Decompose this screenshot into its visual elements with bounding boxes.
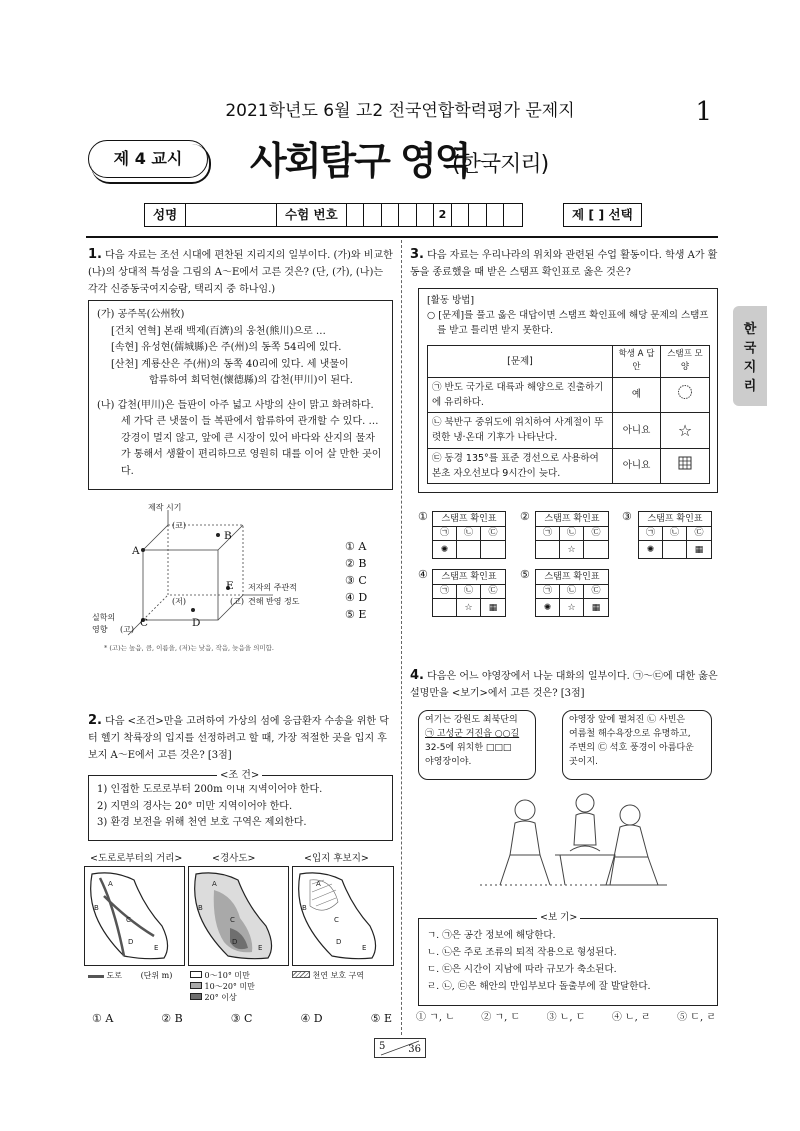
exam-number-cell[interactable]: [382, 204, 400, 226]
svg-text:D: D: [128, 938, 134, 946]
card-title: 스탬프 확인표: [639, 512, 711, 527]
exam-number-cell[interactable]: [487, 204, 505, 226]
option-3[interactable]: ③ C: [230, 1012, 253, 1025]
svg-text:D: D: [232, 938, 238, 946]
option-5[interactable]: ⑤ E: [370, 1012, 392, 1025]
q2-legend: [88, 970, 172, 981]
camping-illustration: [470, 785, 680, 900]
exam-number-cell[interactable]: [452, 204, 470, 226]
page-number: 1: [695, 97, 712, 127]
exam-number-cell: 2: [434, 204, 452, 226]
condition: 3) 환경 보전을 위해 천연 보호 구역은 제외한다.: [97, 817, 307, 828]
person-body: [510, 821, 540, 855]
option-4[interactable]: ④ D: [300, 1012, 323, 1025]
q1-source-box: [88, 300, 393, 490]
option-4-stamp-card[interactable]: 스탬프 확인표 ㉠ ㉡ ㉢ ☆ ▦: [432, 569, 506, 617]
q1-ga-line: [속현] 유성현(儒城縣)은 주(州)의 동쪽 54리에 있다.: [111, 342, 342, 353]
condition: 2) 지면의 경사는 20° 미만 지역이어야 한다.: [97, 800, 293, 812]
flower-stamp-icon: ✺: [433, 540, 457, 558]
axis-practical: 실학의: [92, 613, 116, 622]
star-stamp-icon: ☆: [457, 598, 481, 616]
exam-title: 2021학년도 6월 고2 전국연합학력평가 문제지: [225, 101, 575, 121]
option-1-label[interactable]: ①: [418, 510, 428, 523]
checker-stamp-icon: ▦: [481, 598, 505, 616]
axis-subjective-2: 견해 반영 정도: [248, 597, 300, 606]
subject-title: 사회탐구 영역: [250, 139, 470, 183]
slope-swatch: [190, 971, 202, 978]
q4-options: [416, 1010, 716, 1026]
map-title: <도로로부터의 거리>: [90, 853, 183, 864]
option-2[interactable]: ② ㄱ, ㄷ: [481, 1012, 521, 1023]
question-text: 다음은 어느 야영장에서 나눈 대화의 일부이다. ㉠～㉢에 대한 옳은 설명만을 <보기>에서 고른 것은? [3점]: [410, 671, 718, 700]
q1-ga-line: [산천] 계룡산은 주(州)의 동쪽 40리에 있다. 세 냇물이: [111, 358, 349, 370]
legend-slope-1: 0～10° 미만: [204, 971, 250, 980]
name-box[interactable]: [144, 203, 277, 227]
svg-text:C: C: [126, 916, 131, 924]
star-stamp-icon: ☆: [560, 598, 584, 616]
question-number: 2.: [88, 713, 102, 728]
choice-label: 제 [ ] 선택: [572, 207, 633, 222]
point-label: A: [132, 545, 140, 557]
option-2[interactable]: ② B: [161, 1012, 183, 1025]
svg-text:B: B: [198, 904, 203, 912]
question-2: [88, 710, 393, 764]
q3-row-question: ㉠ 반도 국가로 대륙과 해양으로 진출하기에 유리하다.: [428, 377, 613, 412]
legend-protect: 천연 보호 구역: [312, 971, 365, 980]
option-2-label[interactable]: ②: [520, 510, 530, 523]
question-1: [88, 244, 393, 298]
q1-na-text: (나) 갑천(甲川)은 들판이 아주 넓고 사방의 산이 맑고 화려하다. 세 가닥 큰 냇물이 들 복판에서 합류하여 관개할 수 있다. … 강경이 멀지 않고, 앞에 큰 시장이 있어 바다와 산지의 물자가 통해서 생활이 편리하므로 영원히 대를 이어 살 만한 곳이다.: [97, 399, 382, 477]
column-divider: [401, 240, 402, 1035]
question-text: 다음 자료는 우리나라의 위치와 관련된 수업 활동이다. 학생 A가 활동을 종료했을 때 받은 스탬프 확인표로 옳은 것은?: [410, 250, 718, 279]
exam-number-cell[interactable]: [504, 204, 522, 226]
option-2[interactable]: ② B: [345, 557, 367, 571]
svg-text:C: C: [230, 916, 235, 924]
svg-text:B: B: [94, 904, 99, 912]
speech-bubble-2: [562, 710, 712, 780]
option-3[interactable]: ③ ㄴ, ㄷ: [546, 1012, 586, 1023]
condition: 1) 인접한 도로로부터 200m 이내 지역이어야 한다.: [97, 784, 323, 795]
food-pot: [570, 846, 600, 851]
q1-ga-line: 합류하여 회덕현(懷德縣)의 갑천(甲川)이 된다.: [149, 375, 353, 386]
question-number: 1.: [88, 247, 102, 262]
point-B: [216, 533, 220, 537]
q3-row-answer: 아니요: [613, 448, 661, 483]
person-head: [620, 805, 640, 825]
axis-low: (저): [172, 597, 186, 606]
legend-unit: (단위 m): [140, 971, 173, 980]
svg-text:A: A: [212, 880, 217, 888]
camp-table: [555, 855, 615, 885]
axis-high: (고): [172, 521, 186, 530]
header-rule: [86, 236, 718, 238]
q2-conditions-box: [88, 770, 393, 841]
person-body: [614, 825, 648, 857]
star-stamp-icon: ☆: [660, 413, 709, 448]
choice-box[interactable]: [563, 203, 642, 227]
option-5-label[interactable]: ⑤: [520, 568, 530, 581]
question-text: 다음 자료는 조선 시대에 편찬된 지리지의 일부이다. (가)와 비교한 (나)의 상대적 특성을 그림의 A～E에서 고른 것은? (단, (가), (나)는 각각 신증동국여지승람, 택리지 중 하나임.): [88, 250, 393, 295]
option-1[interactable]: ① A: [345, 540, 367, 553]
option-1[interactable]: ① ㄱ, ㄴ: [416, 1012, 455, 1023]
checker-stamp-icon: ▦: [584, 598, 608, 616]
protect-swatch: [292, 971, 310, 978]
side-tab-label: 한국지리: [743, 322, 757, 394]
q2-maps: [84, 866, 396, 966]
flower-stamp-icon: [660, 377, 709, 412]
option-5[interactable]: ⑤ ㄷ, ㄹ: [677, 1012, 716, 1023]
exam-number-cell[interactable]: [417, 204, 435, 226]
axis-time-label: 제작 시기: [148, 503, 182, 512]
question-text: 다음 <조건>만을 고려하여 가상의 섬에 응급환자 수송을 위한 닥터 헬기 착륙장의 입지를 선정하려고 할 때, 가장 적절한 곳을 입지 후보지 A～E에서 고른 것은? [3점]: [88, 716, 389, 761]
subject-side-tab: [733, 306, 767, 406]
name-field[interactable]: [186, 204, 276, 226]
axis-practical-2: 영향: [92, 625, 108, 634]
map-title: <입지 후보지>: [304, 853, 369, 864]
q2-protect-legend: [292, 970, 364, 982]
col-header: 스탬프 모양: [660, 345, 709, 377]
flower-stamp-icon: ✺: [536, 598, 560, 616]
map-title: <경사도>: [212, 853, 256, 864]
q2-conditions-title: <조 건>: [217, 768, 262, 785]
method-title: [활동 방법]: [427, 295, 475, 306]
q1-ga-line: [건치 연혁] 본래 백제(百濟)의 웅천(熊川)으로 …: [111, 325, 326, 337]
slope-swatch: [190, 982, 202, 989]
speech-bubble-1: [418, 710, 536, 780]
axis-subjective: 저자의 주관적: [248, 583, 297, 592]
exam-number-box[interactable]: [276, 203, 523, 227]
option-1-stamp-card[interactable]: 스탬프 확인표 ㉠ ㉡ ㉢ ✺: [432, 511, 506, 559]
exam-number-label: 수험 번호: [277, 204, 347, 226]
point-A: [141, 548, 145, 552]
svg-text:C: C: [334, 916, 339, 924]
col-header: 학생 A 답안: [613, 345, 661, 377]
person-body: [574, 813, 596, 845]
point-label: E: [226, 580, 234, 592]
q1-options: [345, 538, 367, 623]
bubble-line: ㉠ 고성군 거진읍 ○○길: [425, 728, 520, 739]
q1-note: * (고)는 높음, 큼, 이름을, (저)는 낮음, 작음, 늦음을 의미함.: [104, 644, 274, 652]
bubble-line: 32-5에 위치한 □□□: [425, 742, 512, 753]
legend-slope-2: 10～20° 미만: [204, 982, 255, 992]
bubble-line: 곳이지.: [569, 756, 598, 767]
option-4-label[interactable]: ④: [418, 568, 428, 581]
checker-stamp-icon: [660, 448, 709, 483]
svg-text:E: E: [362, 944, 367, 952]
question-number: 4.: [410, 668, 424, 683]
exam-number-cell[interactable]: [399, 204, 417, 226]
question-4: [410, 665, 720, 703]
bubble-line: 주변의 ㉢ 석호 풍경이 아름다운: [569, 742, 694, 753]
bubble-line: 여기는 강원도 최북단의: [425, 715, 518, 725]
col-header: [문제]: [428, 345, 613, 377]
card-title: 스탬프 확인표: [433, 512, 505, 527]
q2-options: [92, 1010, 392, 1027]
bogi-item: ㄱ. ㉠은 공간 정보에 해당한다.: [427, 930, 556, 941]
svg-text:B: B: [302, 904, 307, 912]
point-label: B: [224, 530, 232, 542]
option-3[interactable]: ③ C: [345, 574, 367, 588]
axis-high: (고): [230, 597, 244, 606]
svg-text:A: A: [316, 880, 321, 888]
bogi-item: ㄷ. ㉢은 시간이 지남에 따라 규모가 축소된다.: [427, 964, 617, 976]
bubble-line: 야영장이야.: [425, 756, 472, 767]
option-4[interactable]: ④ D: [345, 591, 368, 605]
q4-bogi-box: [418, 912, 718, 1006]
question-3: [410, 244, 720, 282]
exam-number-cell[interactable]: [469, 204, 487, 226]
option-2-stamp-card[interactable]: 스탬프 확인표 ㉠ ㉡ ㉢ ☆: [535, 511, 609, 559]
point-D: [191, 608, 195, 612]
card-title: 스탬프 확인표: [536, 570, 608, 585]
subject-subtitle: (한국지리): [452, 152, 549, 177]
card-title: 스탬프 확인표: [536, 512, 608, 527]
star-stamp-icon: ☆: [560, 540, 584, 558]
axis-high: (고): [120, 625, 134, 634]
method-text: ○ [문제]를 풀고 옳은 대답이면 스탬프 확인표에 해당 문제의 스탬프를 받고 틀리면 받지 못한다.: [427, 310, 709, 337]
point-A: A: [108, 880, 113, 888]
card-title: 스탬프 확인표: [433, 570, 505, 585]
page-total: 36: [408, 1044, 421, 1055]
person-head: [515, 800, 535, 820]
flower-stamp-icon: ✺: [639, 540, 663, 558]
svg-text:E: E: [258, 944, 263, 952]
q2-slope-legend: [190, 970, 255, 1004]
q3-row-question: ㉡ 북반구 중위도에 위치하여 사계절이 뚜렷한 냉·온대 기후가 나타난다.: [428, 413, 613, 448]
option-4[interactable]: ④ ㄴ, ㄹ: [611, 1012, 651, 1023]
road-swatch: [88, 975, 104, 978]
option-5-stamp-card[interactable]: 스탬프 확인표 ㉠ ㉡ ㉢ ✺ ☆ ▦: [535, 569, 609, 617]
svg-text:D: D: [336, 938, 342, 946]
page-current: 5: [379, 1041, 386, 1052]
option-3-label[interactable]: ③: [622, 510, 632, 523]
q3-row-question: ㉢ 동경 135°를 표준 경선으로 사용하여 본초 자오선보다 9시간이 늦다.: [428, 448, 613, 483]
period-badge: 제 4 교시: [88, 140, 208, 178]
bogi-item: ㄹ. ㉡, ㉢은 해안의 만입부보다 돌출부에 잘 발달한다.: [427, 981, 651, 993]
q3-activity-box: [418, 288, 718, 493]
q3-question-table: [427, 345, 710, 484]
question-number: 3.: [410, 247, 424, 262]
option-5[interactable]: ⑤ E: [345, 608, 367, 622]
point-label: D: [192, 617, 201, 629]
legend-road: 도로: [106, 971, 123, 980]
bogi-title: <보 기>: [537, 911, 580, 924]
option-1[interactable]: ① A: [92, 1012, 114, 1025]
page-counter: [374, 1038, 426, 1058]
bubble-line: 여름철 해수욕장으로 유명하고,: [569, 728, 691, 739]
checker-stamp-icon: ▦: [687, 540, 711, 558]
bubble-line: 야영장 앞에 펼쳐진 ㉡ 사빈은: [569, 715, 686, 725]
q3-row-answer: 예: [613, 377, 661, 412]
exam-number-cell[interactable]: [347, 204, 365, 226]
q3-row-answer: 아니요: [613, 413, 661, 448]
cube-front-face: [143, 550, 218, 620]
legend-slope-3: 20° 이상: [204, 993, 237, 1003]
exam-number-cell[interactable]: [364, 204, 382, 226]
svg-text:E: E: [154, 944, 159, 952]
person-head: [576, 794, 594, 812]
point-label: C: [140, 617, 149, 629]
option-3-stamp-card[interactable]: 스탬프 확인표 ㉠ ㉡ ㉢ ✺ ▦: [638, 511, 712, 559]
bogi-item: ㄴ. ㉡은 주로 조류의 퇴적 작용으로 형성된다.: [427, 947, 617, 959]
q1-ga-title: (가) 공주목(公州牧): [97, 309, 185, 320]
name-label: 성명: [145, 204, 186, 226]
slope-swatch: [190, 993, 202, 1000]
